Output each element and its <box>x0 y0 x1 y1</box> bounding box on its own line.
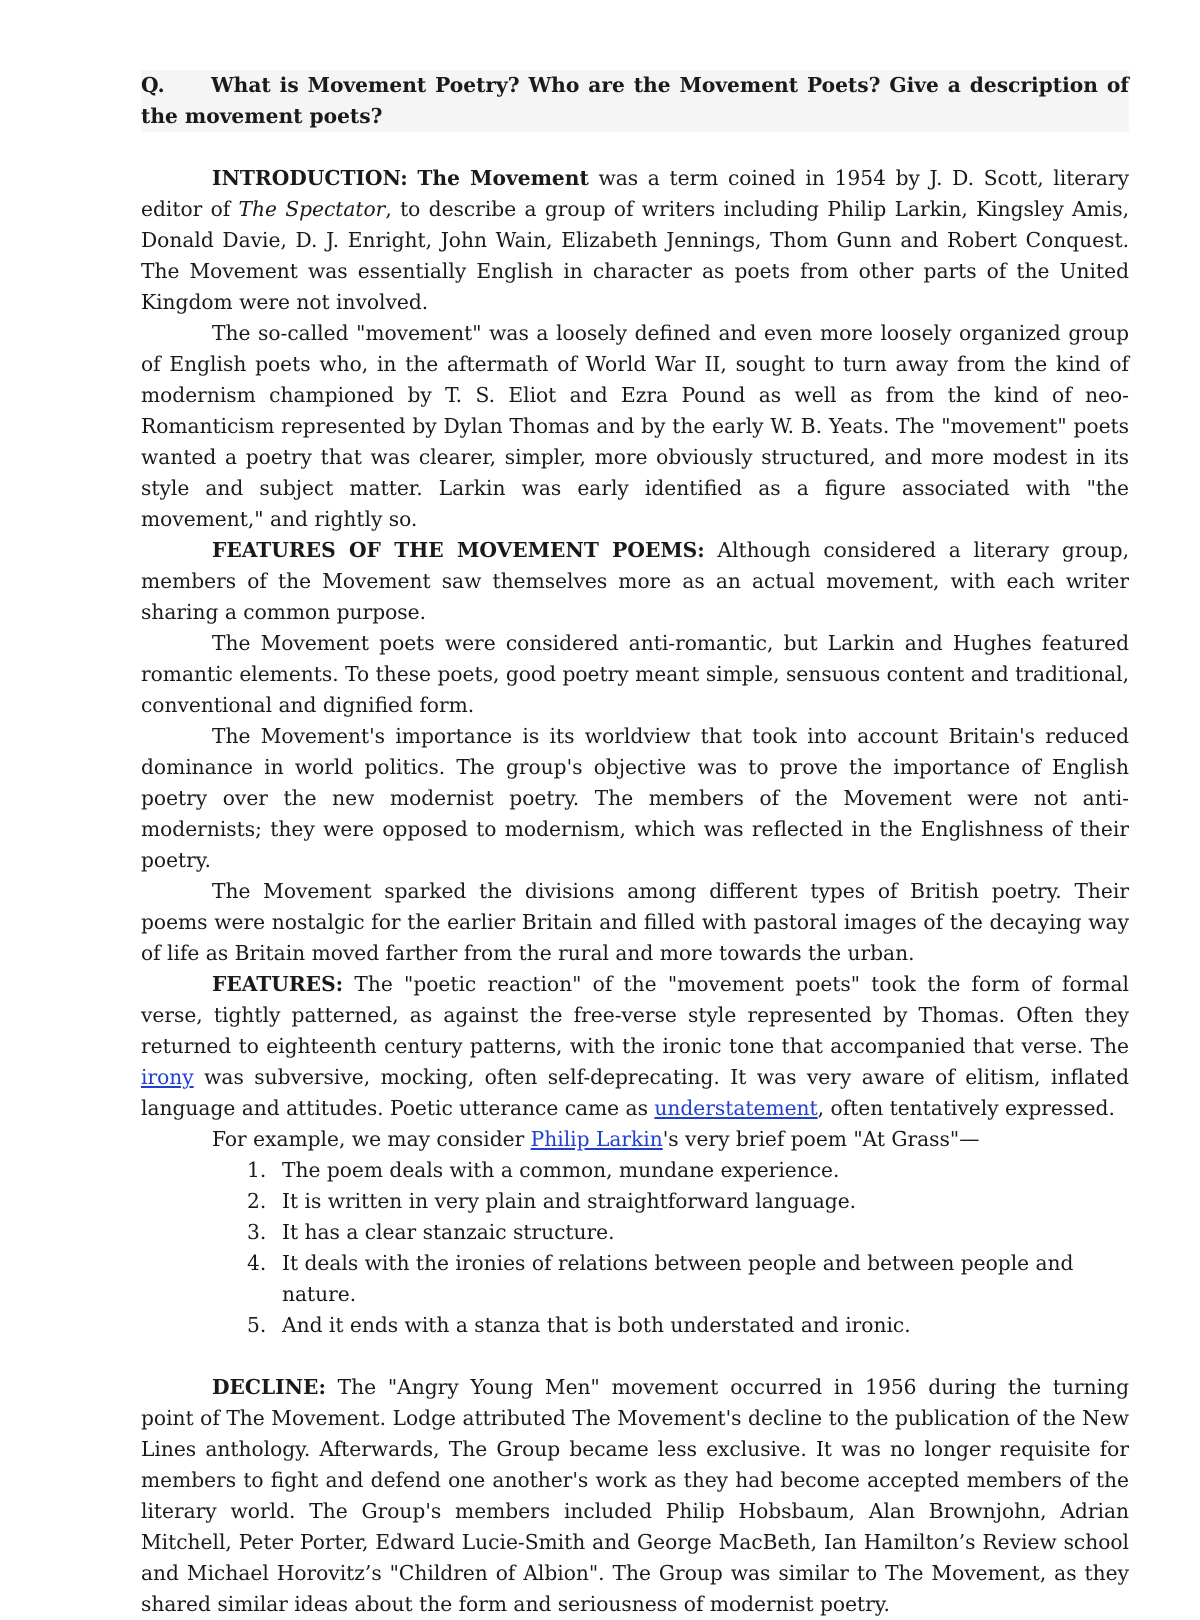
features-paragraph <box>141 969 1129 1124</box>
example-text-1: For example, we may consider <box>212 1127 531 1151</box>
importance-paragraph: The Movement's importance is its worldview that took into account Britain's reduced dominance in world politics. The group's objective was to prove the importance of English poetry over the new modernist poetry. The members of the Movement were not anti-modernists; they were opposed to modernism, which was reflected in the Englishness of their poetry. <box>141 724 1129 872</box>
list-item <box>141 1248 1129 1310</box>
so-called-paragraph: The so-called "movement" was a loosely defined and even more loosely organized group of English poets who, in the aftermath of World War II, sought to turn away from the kind of modernism championed by T. S. Eliot and Ezra Pound as well as from the kind of neo-Romanticism represented by Dylan Thomas and by the early W. B. Yeats. The "movement" poets wanted a poetry that was clearer, simpler, more obviously structured, and more modest in its style and subject matter. Larkin was early identified as a figure associated with "the movement," and rightly so. <box>141 321 1129 531</box>
intro-text-2: , to describe a group of writers including Philip Larkin, Kingsley Amis, Donald Davie, D. J. Enright, John Wain, Elizabeth Jennings, Thom Gunn and Robert Conquest. The Movement was essentially English in character as poets from other parts of the United Kingdom were not involved. <box>141 197 1129 314</box>
list-number: 5. <box>247 1313 267 1337</box>
poem-features-list <box>141 1155 1129 1341</box>
philip-larkin-link[interactable]: Philip Larkin <box>530 1127 663 1151</box>
question-text: What is Movement Poetry? Who are the Movement Poets? Give a description of the movement poets? <box>141 73 1129 128</box>
features-label: FEATURES: <box>212 972 344 996</box>
spacer <box>141 1341 1129 1372</box>
decline-text: The "Angry Young Men" movement occurred in 1956 during the turning point of The Movement. Lodge attributed The Movement's decline to the publication of the New Lines anthology. Afterwards, The Group became less exclusive. It was no longer requisite for members to fight and defend one another's work as they had become accepted members of the literary world. The Group's members included Philip Hobsbaum, Alan Brownjohn, Adrian Mitchell, Peter Porter, Edward Lucie-Smith and George MacBeth, Ian Hamilton’s Review school and Michael Horovitz’s "Children of Albion". The Group was similar to The Movement, as they shared similar ideas about the form and seriousness of modernist poetry. <box>141 1375 1129 1616</box>
intro-text-1: was a term coined in 1954 by J. D. Scott, literary editor of <box>141 166 1129 221</box>
features-poems-text: Although considered a literary group, members of the Movement saw themselves more as an actual movement, with each writer sharing a common purpose. <box>141 538 1129 624</box>
example-paragraph <box>141 1124 1129 1155</box>
list-text: And it ends with a stanza that is both understated and ironic. <box>282 1313 911 1337</box>
list-number: 3. <box>247 1220 267 1244</box>
list-item <box>141 1310 1129 1341</box>
list-number: 2. <box>247 1189 267 1213</box>
list-number: 1. <box>247 1158 267 1182</box>
list-text: It is written in very plain and straightforward language. <box>282 1189 857 1213</box>
decline-label: DECLINE: <box>212 1375 326 1399</box>
features-poems-paragraph <box>141 535 1129 628</box>
list-text: It has a clear stanzaic structure. <box>282 1220 615 1244</box>
features-poems-label: FEATURES OF THE MOVEMENT POEMS: <box>212 538 705 562</box>
divisions-paragraph: The Movement sparked the divisions among different types of British poetry. Their poems were nostalgic for the earlier Britain and filled with pastoral images of the decaying way of life as Britain moved farther from the rural and more towards the urban. <box>141 879 1129 965</box>
list-item <box>141 1186 1129 1217</box>
understatement-link[interactable]: understatement <box>654 1096 818 1120</box>
intro-italic-title: The Spectator <box>238 197 386 221</box>
features-text-3: , often tentatively expressed. <box>817 1096 1115 1120</box>
features-text-1: The "poetic reaction" of the "movement poets" took the form of formal verse, tightly patterned, as against the free-verse style represented by Thomas. Often they returned to eighteenth century patterns, with the ironic tone that accompanied that verse. The <box>141 972 1129 1058</box>
intro-label: INTRODUCTION: <box>212 166 408 190</box>
list-text: It deals with the ironies of relations between people and between people and nature. <box>282 1251 1074 1306</box>
question-number: Q. <box>141 73 165 97</box>
example-text-2: 's very brief poem "At Grass"— <box>662 1127 980 1151</box>
irony-link[interactable]: irony <box>141 1065 194 1089</box>
anti-romantic-paragraph: The Movement poets were considered anti-romantic, but Larkin and Hughes featured romantic elements. To these poets, good poetry meant simple, sensuous content and traditional, conventional and dignified form. <box>141 631 1129 717</box>
document-page <box>141 70 1129 1620</box>
list-item <box>141 1217 1129 1248</box>
question-heading <box>141 70 1129 132</box>
list-text: The poem deals with a common, mundane experience. <box>282 1158 840 1182</box>
list-item <box>141 1155 1129 1186</box>
features-text-2: was subversive, mocking, often self-deprecating. It was very aware of elitism, inflated language and attitudes. Poetic utterance came as <box>141 1065 1129 1120</box>
intro-paragraph <box>141 163 1129 318</box>
decline-paragraph <box>141 1372 1129 1620</box>
list-number: 4. <box>247 1251 267 1275</box>
intro-term: The Movement <box>417 166 589 190</box>
